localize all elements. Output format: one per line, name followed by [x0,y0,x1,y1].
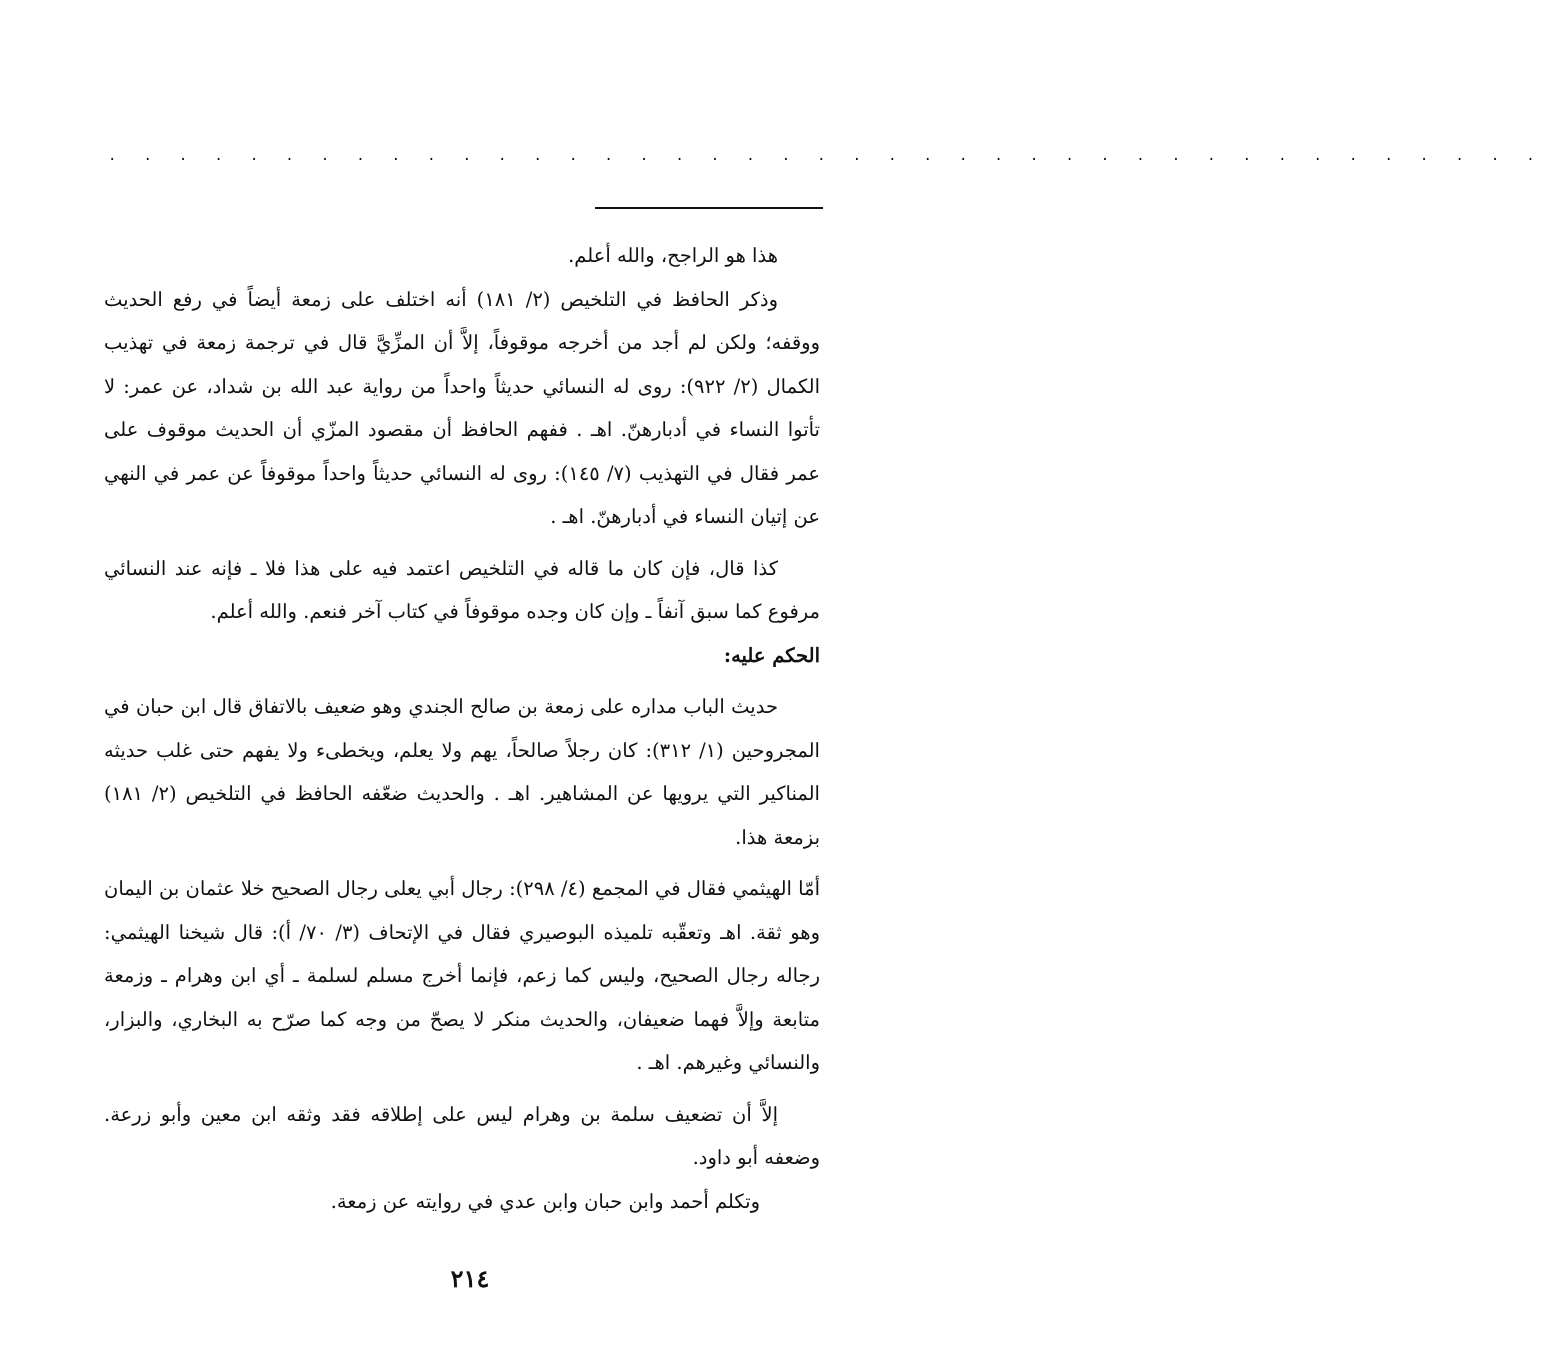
body-text [104,234,820,1223]
paragraph-hafiz-talkhis: وذكر الحافظ في التلخيص (٢/ ١٨١) أنه اختلف على زمعة أيضاً في رفع الحديث ووقفه؛ ولكن لم أجد من أخرجه موقوفاً، إلاَّ أن المزِّيَّ قال في ترجمة زمعة في تهذيب الكمال (٢/ ٩٢٢): روى له النسائي حديثاً واحداً من رواية عبد الله بن شداد، عن عمر: لا تأتوا النساء في أدبارهنّ. اهـ . ففهم الحافظ أن مقصود المزّي أن الحديث موقوف على عمر فقال في التهذيب (٧/ ١٤٥): روى له النسائي حديثاً واحداً موقوفاً عن عمر في النهي عن إتيان النساء في أدبارهنّ. اهـ . [104,287,820,528]
paragraph-salama: إلاَّ أن تضعيف سلمة بن وهرام ليس على إطلاقه فقد وثقه ابن معين وأبو زرعة. وضعفه أبو داود. [104,1102,820,1169]
footnote-separator-rule [595,207,823,209]
paragraph-haythami: أمّا الهيثمي فقال في المجمع (٤/ ٢٩٨): رجال أبي يعلى رجال الصحيح خلا عثمان بن اليمان وهو ثقة. اهـ وتعقّبه تلميذه البوصيري فقال في الإتحاف (٣/ ٧٠/ أ): قال شيخنا الهيثمي: رجاله رجال الصحيح، وليس كما زعم، فإنما أخرج مسلم لسلمة ـ أي ابن وهرام ـ وزمعة متابعة وإلاَّ فهما ضعيفان، والحديث منكر لا يصحّ من وجه كما صرّح به البخاري، والبزار، والنسائي وغيرهم. اهـ . [104,877,820,1074]
page-number: ٢١٤ [450,1264,490,1293]
paragraph-kadha-qala: كذا قال، فإن كان ما قاله في التلخيص اعتمد فيه على هذا فلا ـ فإنه عند النسائي مرفوع كما سبق آنفاً ـ وإن كان وجده موقوفاً في كتاب آخر فنعم. والله أعلم. [104,556,820,623]
paragraph-ahmad: وتكلم أحمد وابن حبان وابن عدي في روايته عن زمعة. [330,1189,760,1213]
dot-leader: . . . . . . . . . . . . . . . . . . . . . . . . . . . . . . . . . . . . . . . . . [108,148,1544,164]
paragraph-hadith-bab: حديث الباب مداره على زمعة بن صالح الجندي وهو ضعيف بالاتفاق قال ابن حبان في المجروحين (١/ ٣١٢): كان رجلاً صالحاً، يهم ولا يعلم، ويخطىء ولا يفهم حتى غلب حديثه المناكير التي يرويها عن المشاهير. اهـ . والحديث ضعّفه الحافظ في التلخيص (٢/ ١٨١) بزمعة هذا. [104,695,820,849]
paragraph-conclusion: هذا هو الراجح، والله أعلم. [568,244,778,267]
section-heading: الحكم عليه: [723,643,820,667]
